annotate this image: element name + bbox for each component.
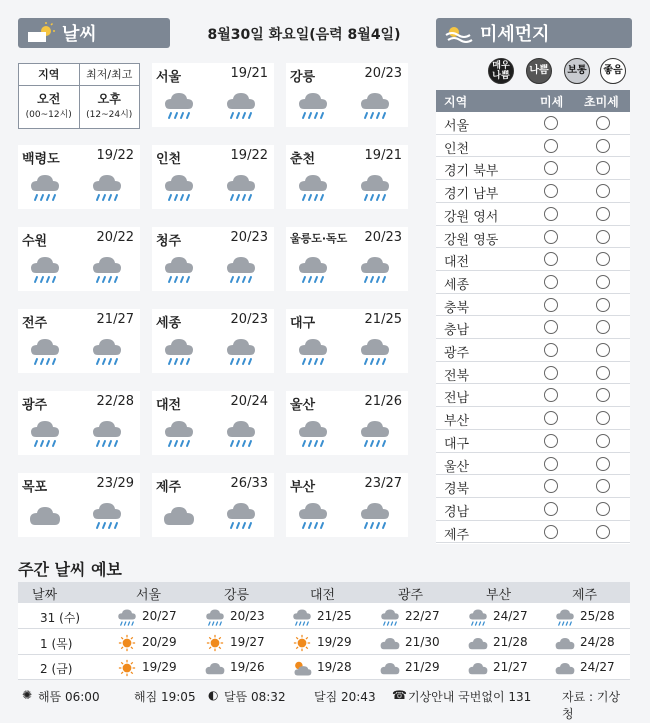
- rain-icon: [296, 253, 330, 285]
- pm10-indicator: [544, 457, 558, 471]
- pm25-indicator: [596, 161, 610, 175]
- pm10-indicator: [544, 230, 558, 244]
- dust-row: [436, 362, 630, 385]
- dust-region: 서울: [444, 119, 470, 134]
- cloud-icon: [379, 658, 401, 678]
- rain-icon: [296, 335, 330, 367]
- city-card: [18, 309, 140, 373]
- pm10-indicator: [544, 275, 558, 289]
- sunrise-time: 해뜸 06:00: [38, 690, 100, 704]
- city-card: [152, 227, 274, 291]
- weekly-city-header: 제주: [572, 588, 598, 603]
- dust-region: 경북: [444, 482, 470, 498]
- pm10-indicator: [544, 502, 558, 516]
- city-temp: 21/25: [364, 312, 402, 327]
- rain-icon: [162, 89, 196, 121]
- city-name: 울산: [290, 398, 316, 413]
- pm25-indicator: [596, 116, 610, 130]
- pm10-indicator: [544, 320, 558, 334]
- weekly-temp: 20/27: [142, 609, 177, 623]
- weekly-temp: 20/23: [230, 609, 265, 623]
- rain-icon: [162, 335, 196, 367]
- weekly-temp: 21/27: [493, 660, 528, 674]
- dust-row: [436, 430, 630, 453]
- weekly-city-header: 부산: [486, 588, 512, 603]
- dust-region: 광주: [444, 346, 470, 361]
- dust-row: [436, 294, 630, 317]
- phone-icon: ☎: [392, 688, 407, 702]
- weekly-temp: 20/29: [142, 634, 177, 649]
- pm10-indicator: [544, 298, 558, 312]
- moonset-time: 달짐 20:43: [314, 690, 376, 704]
- city-temp: 22/28: [96, 394, 134, 409]
- rain-icon: [28, 171, 62, 203]
- pm10-indicator: [544, 479, 558, 493]
- dust-table-header: [436, 90, 630, 112]
- pm25-indicator: [596, 184, 610, 198]
- pm10-indicator: [544, 184, 558, 198]
- sun-icon: [291, 633, 313, 653]
- dust-region: 경기 북부: [444, 164, 499, 180]
- city-card: [286, 391, 408, 455]
- rain-icon: [28, 417, 62, 449]
- dust-row: [436, 521, 630, 544]
- weekly-temp: 21/25: [317, 609, 352, 623]
- rain-icon: [379, 607, 401, 627]
- dust-level-badge: 매우 나쁨: [488, 58, 514, 84]
- city-card: [286, 309, 408, 373]
- legend-region: 지역: [19, 64, 80, 85]
- city-name: 백령도: [22, 152, 60, 167]
- city-temp: 19/21: [230, 66, 268, 81]
- dust-row: [436, 248, 630, 271]
- footer: [18, 685, 630, 721]
- dust-region: 울산: [444, 459, 470, 475]
- city-name: 울릉도·독도: [290, 232, 348, 245]
- city-card: [152, 63, 274, 127]
- city-temp: 26/33: [230, 476, 268, 491]
- pm10-indicator: [544, 207, 558, 221]
- dust-title: 미세먼지: [480, 24, 550, 45]
- weekly-temp: 19/26: [230, 660, 265, 674]
- weather-header: [18, 18, 170, 48]
- city-name: 부산: [290, 480, 316, 495]
- legend-am: 오전: [37, 92, 61, 106]
- dust-col-pm25: 초미세: [584, 95, 619, 109]
- rain-icon: [224, 335, 258, 367]
- rain-icon: [554, 607, 576, 627]
- city-card: [18, 145, 140, 209]
- rain-icon: [296, 171, 330, 203]
- weekly-city-header: 광주: [398, 588, 424, 603]
- rain-icon: [224, 253, 258, 285]
- pm25-indicator: [596, 320, 610, 334]
- weekly-temp: 24/27: [580, 660, 615, 674]
- cloud-icon: [554, 633, 576, 653]
- rain-icon: [224, 89, 258, 121]
- weekly-temp: 19/29: [317, 634, 352, 649]
- legend-pm-range: (12~24시): [86, 110, 133, 120]
- pm25-indicator: [596, 411, 610, 425]
- dust-row: [436, 180, 630, 203]
- city-name: 목포: [22, 480, 48, 495]
- rain-icon: [28, 253, 62, 285]
- dust-row: [436, 157, 630, 180]
- pm10-indicator: [544, 434, 558, 448]
- rain-icon: [224, 171, 258, 203]
- dust-row: [436, 271, 630, 294]
- rain-icon: [296, 499, 330, 531]
- dust-region: 경남: [444, 504, 470, 520]
- weekly-date: 31 (수): [40, 611, 81, 625]
- pm25-indicator: [596, 457, 610, 471]
- dust-region: 경기 남부: [444, 187, 499, 203]
- pm10-indicator: [544, 366, 558, 380]
- city-temp: 19/21: [364, 148, 402, 163]
- dust-region: 전북: [444, 368, 470, 384]
- pm25-indicator: [596, 434, 610, 448]
- weekly-temp: 19/27: [230, 634, 265, 649]
- cloud-icon: [204, 658, 226, 678]
- city-temp: 20/23: [230, 230, 268, 245]
- dust-level-badge: 나쁨: [526, 58, 552, 84]
- weekly-city-header: 서울: [136, 588, 162, 603]
- dust-region: 대전: [444, 255, 470, 271]
- dust-row: [436, 453, 630, 476]
- rain-icon: [467, 607, 489, 627]
- city-name: 서울: [156, 70, 182, 85]
- city-name: 대구: [290, 316, 316, 331]
- weekly-temp: 24/28: [580, 634, 615, 649]
- dust-row: [436, 112, 630, 135]
- weekly-city-header: 강릉: [224, 588, 250, 603]
- rain-icon: [224, 499, 258, 531]
- cloud-icon: [162, 499, 196, 531]
- sun-cloud-icon: [26, 22, 56, 44]
- weekly-temp: 21/30: [405, 634, 440, 649]
- legend-pm: 오후: [97, 92, 121, 106]
- city-card: [152, 145, 274, 209]
- pm25-indicator: [596, 525, 610, 539]
- city-name: 강릉: [290, 70, 316, 85]
- dust-row: [436, 135, 630, 158]
- rain-icon: [358, 171, 392, 203]
- pm25-indicator: [596, 366, 610, 380]
- sun-icon: [116, 633, 138, 653]
- dust-region: 충남: [444, 323, 470, 339]
- city-name: 세종: [156, 316, 182, 331]
- city-name: 전주: [22, 316, 48, 331]
- pm25-indicator: [596, 139, 610, 153]
- city-card: [152, 391, 274, 455]
- pm25-indicator: [596, 388, 610, 402]
- city-temp: 21/26: [364, 394, 402, 409]
- pm25-indicator: [596, 343, 610, 357]
- sun-icon: [204, 633, 226, 653]
- cloud-icon: [467, 633, 489, 653]
- dust-header: [436, 18, 632, 48]
- city-name: 광주: [22, 398, 48, 413]
- weekly-header: [18, 582, 630, 603]
- rain-icon: [296, 89, 330, 121]
- dust-region: 충북: [444, 300, 470, 316]
- weekly-temp: 21/29: [405, 660, 440, 674]
- pm10-indicator: [544, 139, 558, 153]
- city-card: [152, 309, 274, 373]
- moonrise-time: 달뜸 08:32: [224, 690, 286, 704]
- city-temp: 20/22: [96, 230, 134, 245]
- sunrise-icon: ✺: [22, 688, 33, 702]
- dust-region: 대구: [444, 436, 470, 452]
- rain-icon: [224, 417, 258, 449]
- pm10-indicator: [544, 388, 558, 402]
- city-card: [286, 227, 408, 291]
- rain-icon: [90, 253, 124, 285]
- dust-region: 세종: [444, 277, 470, 293]
- source-credit: 자료 : 기상청: [562, 690, 621, 721]
- rain-icon: [296, 417, 330, 449]
- pm10-indicator: [544, 116, 558, 130]
- sunset-time: 해짐 19:05: [134, 690, 196, 704]
- weather-title: 날씨: [62, 24, 97, 45]
- pm25-indicator: [596, 275, 610, 289]
- weekly-temp: 24/27: [493, 609, 528, 623]
- city-card: [152, 473, 274, 537]
- cloud-icon: [554, 658, 576, 678]
- city-temp: 20/23: [230, 312, 268, 327]
- pm25-indicator: [596, 207, 610, 221]
- city-card: [286, 473, 408, 537]
- city-name: 수원: [22, 234, 48, 249]
- pm25-indicator: [596, 230, 610, 244]
- rain-icon: [358, 253, 392, 285]
- rain-icon: [162, 253, 196, 285]
- suncloud-icon: [291, 658, 313, 678]
- pm25-indicator: [596, 252, 610, 266]
- city-card: [18, 391, 140, 455]
- dust-col-pm10: 미세: [540, 95, 564, 109]
- city-name: 대전: [156, 398, 182, 413]
- date-line: 8월30일 화요일(음력 8월4일): [207, 27, 401, 43]
- pm10-indicator: [544, 525, 558, 539]
- city-card: [286, 145, 408, 209]
- dust-icon: [444, 22, 474, 44]
- pm25-indicator: [596, 479, 610, 493]
- pm10-indicator: [544, 411, 558, 425]
- cloud-icon: [379, 633, 401, 653]
- pm10-indicator: [544, 252, 558, 266]
- rain-icon: [358, 499, 392, 531]
- city-temp: 20/24: [230, 394, 268, 409]
- legend-minmax: 최저/최고: [86, 68, 133, 81]
- dust-region: 부산: [444, 414, 470, 430]
- weekly-date: 1 (목): [40, 636, 73, 651]
- pm10-indicator: [544, 343, 558, 357]
- rain-icon: [90, 335, 124, 367]
- city-temp: 20/23: [364, 66, 402, 81]
- dust-row: [436, 226, 630, 249]
- weekly-row: [18, 604, 630, 629]
- legend-am-range: (00~12시): [25, 110, 72, 120]
- city-card: [286, 63, 408, 127]
- city-temp: 20/23: [364, 230, 402, 245]
- rain-icon: [291, 607, 313, 627]
- weekly-date-header: 날짜: [32, 588, 58, 603]
- rain-icon: [204, 607, 226, 627]
- rain-icon: [358, 335, 392, 367]
- weekly-temp: 19/29: [142, 660, 177, 674]
- dust-region: 강원 영동: [444, 232, 499, 248]
- dust-row: [436, 316, 630, 339]
- sun-icon: [116, 658, 138, 678]
- dust-col-region: 지역: [444, 95, 468, 109]
- pm25-indicator: [596, 502, 610, 516]
- cloud-icon: [467, 658, 489, 678]
- city-name: 제주: [156, 480, 182, 495]
- rain-icon: [116, 607, 138, 627]
- dust-row: [436, 498, 630, 521]
- pm10-indicator: [544, 161, 558, 175]
- weekly-forecast-table: [18, 582, 630, 680]
- weekly-temp: 19/28: [317, 660, 352, 674]
- weekly-date: 2 (금): [40, 662, 73, 676]
- city-temp: 19/22: [96, 148, 134, 163]
- dust-region: 제주: [444, 527, 470, 543]
- city-card: [18, 227, 140, 291]
- city-name: 춘천: [290, 152, 316, 167]
- weekly-temp: 21/28: [493, 634, 528, 649]
- dust-level-badge: 보통: [564, 58, 590, 84]
- city-temp: 19/22: [230, 148, 268, 163]
- rain-icon: [162, 171, 196, 203]
- weekly-row: [18, 630, 630, 655]
- moon-icon: ◐: [208, 688, 219, 702]
- rain-icon: [90, 499, 124, 531]
- cloud-icon: [28, 499, 62, 531]
- city-temp: 23/27: [364, 476, 402, 491]
- dust-row: [436, 384, 630, 407]
- weekly-temp: 25/28: [580, 609, 615, 623]
- dust-row: [436, 475, 630, 498]
- city-name: 청주: [156, 234, 182, 249]
- city-temp: 21/27: [96, 312, 134, 327]
- dust-region: 인천: [444, 141, 470, 157]
- rain-icon: [358, 89, 392, 121]
- dust-level-badge: 좋음: [600, 58, 626, 84]
- city-temp: 23/29: [96, 476, 134, 491]
- dust-row: [436, 339, 630, 362]
- rain-icon: [90, 417, 124, 449]
- dust-region: 전남: [444, 391, 470, 407]
- weekly-temp: 22/27: [405, 609, 440, 623]
- weather-info-line: 기상안내 국번없이 131: [408, 690, 532, 704]
- city-card: [18, 473, 140, 537]
- rain-icon: [358, 417, 392, 449]
- dust-table: [436, 90, 630, 544]
- rain-icon: [162, 417, 196, 449]
- dust-row: [436, 203, 630, 226]
- rain-icon: [28, 335, 62, 367]
- pm25-indicator: [596, 298, 610, 312]
- weekly-title: 주간 날씨 예보: [18, 560, 122, 579]
- dust-row: [436, 407, 630, 430]
- weather-legend: [18, 63, 140, 129]
- weekly-city-header: 대전: [310, 588, 336, 603]
- rain-icon: [90, 171, 124, 203]
- dust-region: 강원 영서: [444, 209, 499, 225]
- city-name: 인천: [156, 152, 182, 167]
- weekly-row: [18, 655, 630, 680]
